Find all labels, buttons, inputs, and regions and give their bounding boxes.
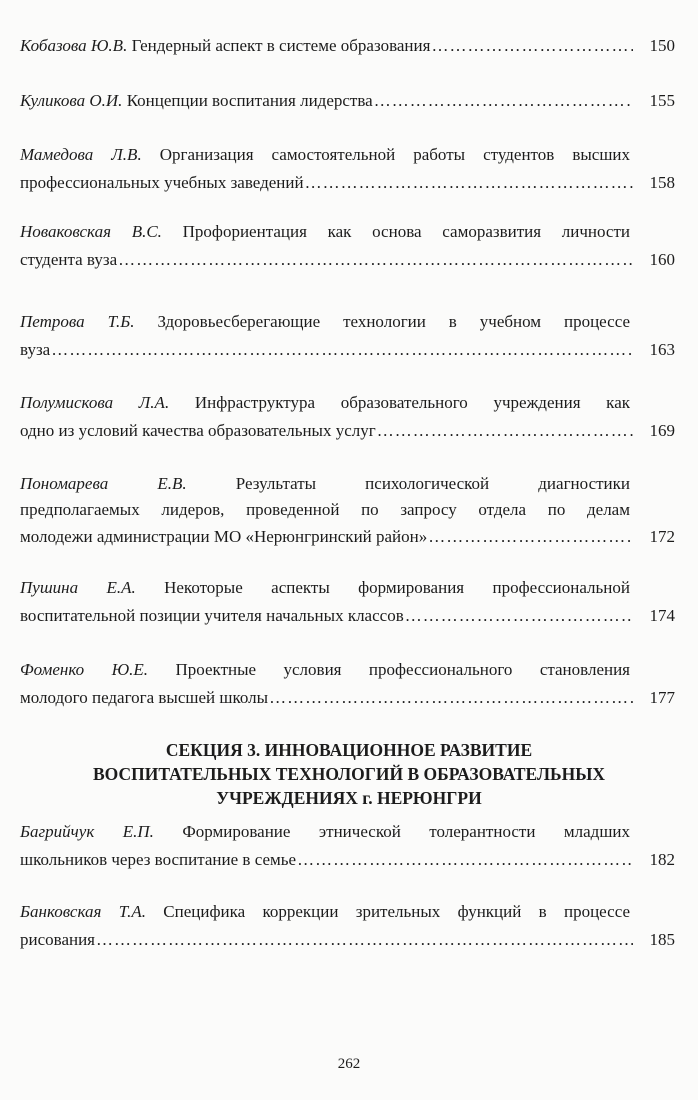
- entry-author: Багрийчук Е.П.: [20, 822, 154, 841]
- entry-page-number: 160: [649, 250, 675, 269]
- entry-title-line: Инфраструктура образовательного учреждения как: [194, 393, 630, 412]
- dot-leader: [428, 527, 633, 547]
- dot-leader: [297, 850, 633, 870]
- section-heading-line: СЕКЦИЯ 3. ИННОВАЦИОННОЕ РАЗВИТИЕ: [165, 740, 533, 760]
- entry-title: вуза: [20, 340, 51, 359]
- section-heading-line: УЧРЕЖДЕНИЯХ г. НЕРЮНГРИ: [216, 788, 482, 808]
- dot-leader: [118, 250, 633, 270]
- entry-author: Петрова Т.Б.: [20, 312, 135, 331]
- dot-leader: [96, 930, 633, 950]
- entry-title: школьников через воспитание в семье: [20, 850, 297, 869]
- entry-page-number: 169: [649, 421, 675, 440]
- entry-author: Банковская Т.А.: [20, 902, 146, 921]
- dot-leader: [374, 91, 633, 111]
- entry-title-line: предполагаемых лидеров, проведенной по запросу отдела по делам: [20, 500, 630, 519]
- entry-page-number: 185: [649, 930, 675, 949]
- dot-leader: [305, 173, 633, 193]
- entry-page-number: 177: [649, 688, 675, 707]
- entry-page-number: 158: [649, 173, 675, 192]
- entry-page-number: 150: [649, 36, 675, 55]
- entry-title-line: Организация самостоятельной работы студентов высших: [159, 145, 631, 164]
- entry-title: студента вуза: [20, 250, 118, 269]
- dot-leader: [51, 340, 633, 360]
- dot-leader: [405, 606, 633, 626]
- entry-page-number: 182: [649, 850, 675, 869]
- entry-title-line: Результаты психологической диагностики: [235, 474, 630, 493]
- section-heading: [0, 738, 698, 810]
- entry-title-line: Профориентация как основа саморазвития личности: [182, 222, 631, 241]
- entry-title-line: Формирование этнической толерантности младших: [182, 822, 631, 841]
- entry-author: Куликова О.И.: [20, 91, 123, 110]
- entry-title: одно из условий качества образовательных услуг: [20, 421, 376, 440]
- dot-leader: [269, 688, 633, 708]
- entry-title: рисования: [20, 930, 96, 949]
- dot-leader: [377, 421, 633, 441]
- entry-title: Концепции воспитания лидерства: [126, 91, 373, 110]
- page-number-footer: 262: [337, 1056, 361, 1072]
- section-heading-line: ВОСПИТАТЕЛЬНЫХ ТЕХНОЛОГИЙ В ОБРАЗОВАТЕЛЬНЫХ: [92, 764, 606, 784]
- entry-author: Кобазова Ю.В.: [20, 36, 128, 55]
- entry-title-line: Некоторые аспекты формирования профессиональной: [164, 578, 630, 597]
- entry-author: Фоменко Ю.Е.: [20, 660, 149, 679]
- entry-title: профессиональных учебных заведений: [20, 173, 304, 192]
- entry-author: Мамедова Л.В.: [20, 145, 142, 164]
- entry-title: Гендерный аспект в системе образования: [131, 36, 431, 55]
- entry-title-line: Специфика коррекции зрительных функций в процессе: [163, 902, 630, 921]
- entry-author: Новаковская В.С.: [20, 222, 162, 241]
- dot-leader: [431, 36, 633, 56]
- entry-page-number: 172: [649, 527, 675, 546]
- entry-page-number: 174: [649, 606, 675, 625]
- entry-author: Пушина Е.А.: [20, 578, 136, 597]
- entry-title: молодого педагога высшей школы: [20, 688, 269, 707]
- entry-title: молодежи администрации МО «Нерюнгринский район»: [20, 527, 428, 546]
- entry-title: воспитательной позиции учителя начальных классов: [20, 606, 404, 625]
- entry-author: Пономарева Е.В.: [20, 474, 187, 493]
- entry-author: Полумискова Л.А.: [20, 393, 170, 412]
- entry-page-number: 163: [649, 340, 675, 359]
- entry-title-line: Проектные условия профессионального становления: [175, 660, 630, 679]
- entry-title-line: Здоровьесберегающие технологии в учебном процессе: [157, 312, 630, 331]
- entry-page-number: 155: [649, 91, 675, 110]
